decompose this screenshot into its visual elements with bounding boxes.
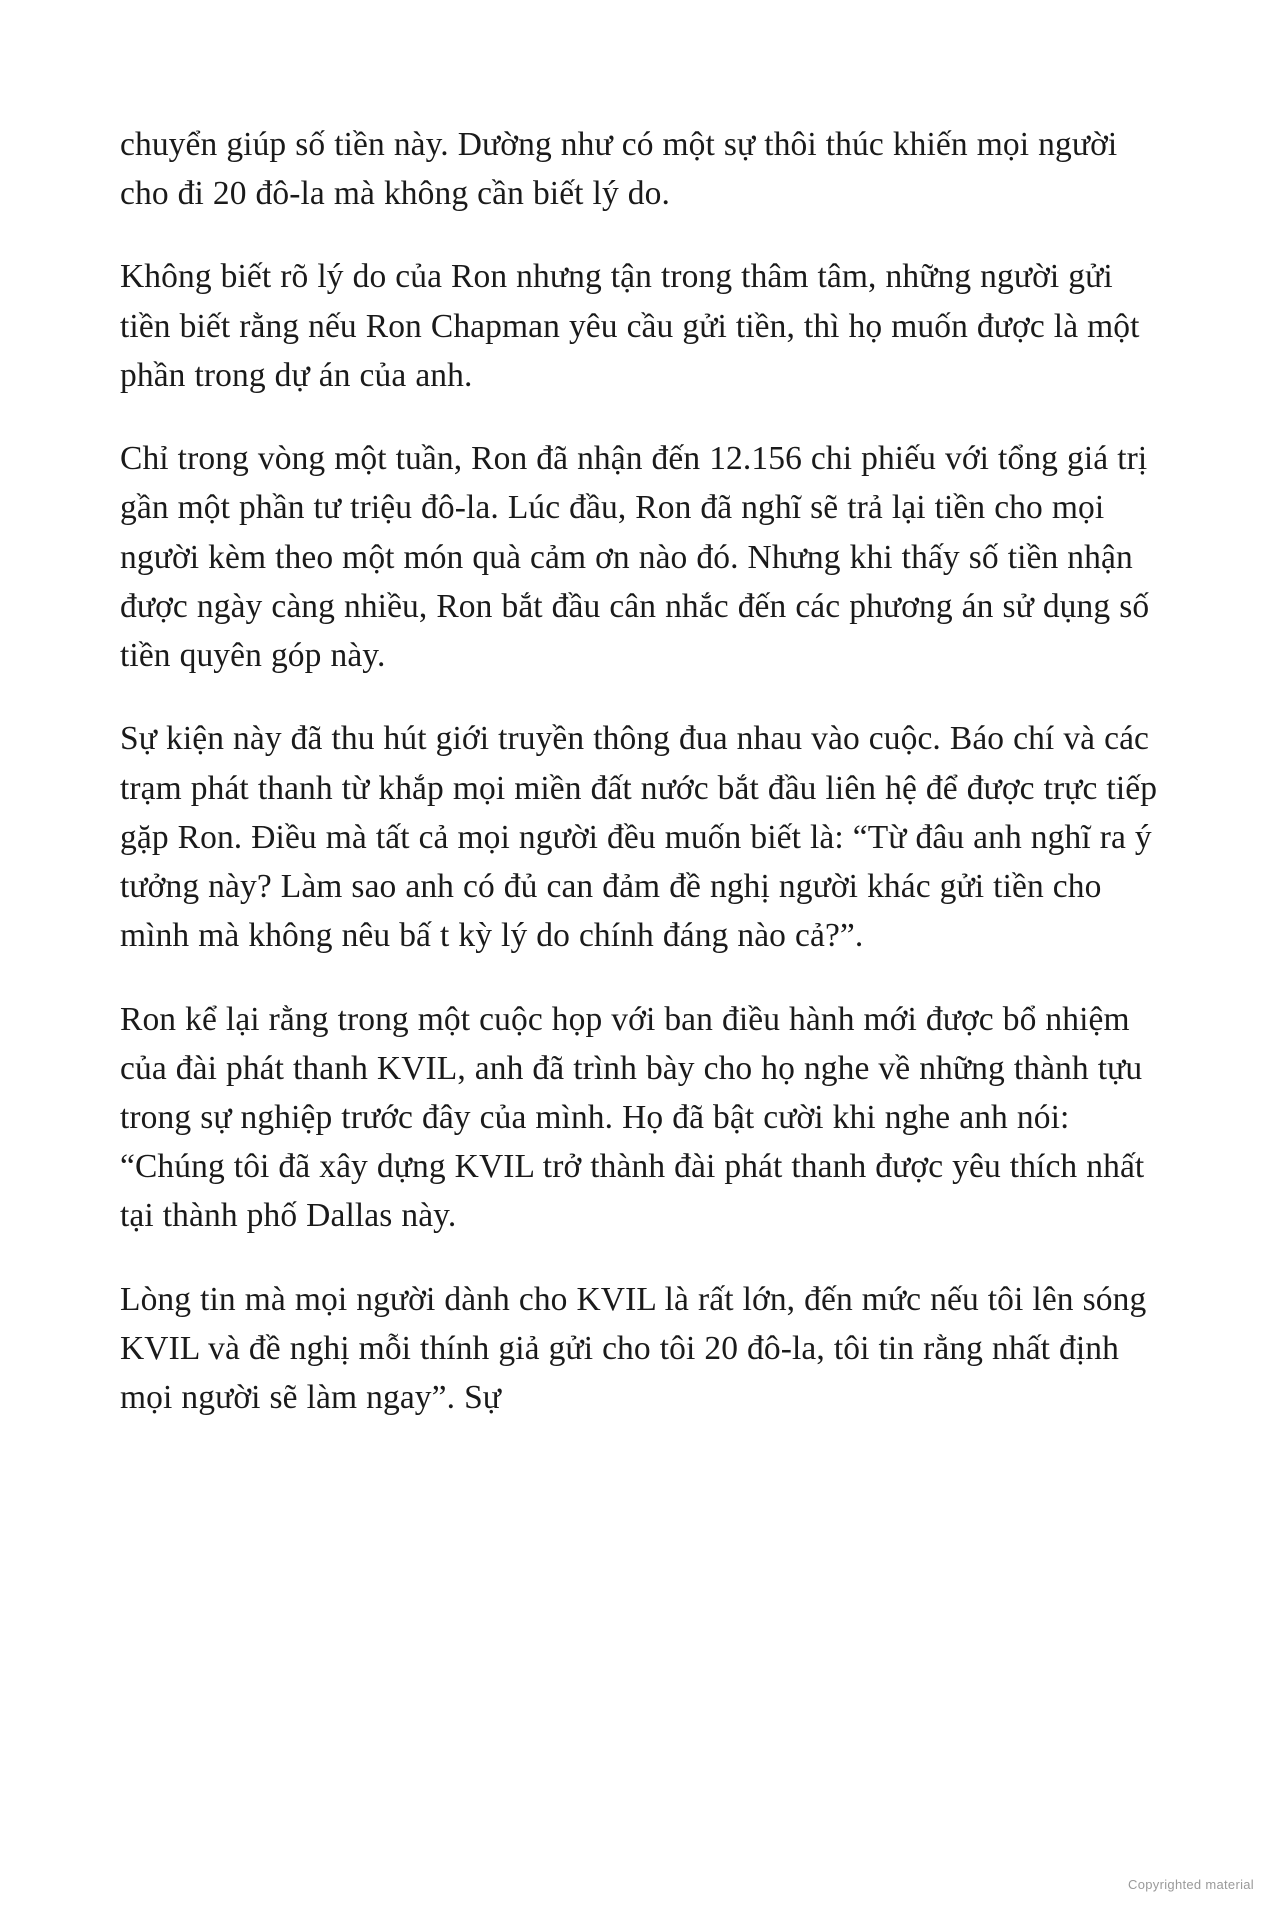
paragraph: Sự kiện này đã thu hút giới truyền thông đua nhau vào cuộc. Báo chí và các trạm phát thanh từ khắp mọi miền đất nước bắt đầu liên hệ để được trực tiếp gặp Ron. Điều mà tất cả mọi người đều muốn biết là: “Từ đâu anh nghĩ ra ý tưởng này? Làm sao anh có đủ can đảm đề nghị người khác gửi tiền cho mình mà không nêu bấ t kỳ lý do chính đáng nào cả?”. <box>120 720 1158 955</box>
copyright-notice: Copyrighted material <box>1128 1877 1254 1892</box>
paragraph: Không biết rõ lý do của Ron nhưng tận trong thâm tâm, những người gửi tiền biết rằng nếu Ron Chapman yêu cầu gửi tiền, thì họ muốn được là một phần trong dự án của anh. <box>120 258 1140 394</box>
page-body-text <box>120 120 1160 1422</box>
paragraph: chuyển giúp số tiền này. Dường như có một sự thôi thúc khiến mọi người cho đi 20 đô-la mà không cần biết lý do. <box>120 126 1118 213</box>
paragraph: Lòng tin mà mọi người dành cho KVIL là rất lớn, đến mức nếu tôi lên sóng KVIL và đề nghị mỗi thính giả gửi cho tôi 20 đô-la, tôi tin rằng nhất định mọi người sẽ làm ngay”. Sự <box>120 1280 1147 1417</box>
paragraph: Ron kể lại rằng trong một cuộc họp với ban điều hành mới được bổ nhiệm của đài phát thanh KVIL, anh đã trình bày cho họ nghe về những thành tựu trong sự nghiệp trước đây của mình. Họ đã bật cười khi nghe anh nói: “Chúng tôi đã xây dựng KVIL trở thành đài phát thanh được yêu thích nhất tại thành phố Dallas này. <box>120 1000 1145 1235</box>
paragraph: Chỉ trong vòng một tuần, Ron đã nhận đến 12.156 chi phiếu với tổng giá trị gần một phần tư triệu đô-la. Lúc đầu, Ron đã nghĩ sẽ trả lại tiền cho mọi người kèm theo một món quà cảm ơn nào đó. Nhưng khi thấy số tiền nhận được ngày càng nhiều, Ron bắt đầu cân nhắc đến các phương án sử dụng số tiền quyên góp này. <box>120 440 1150 675</box>
